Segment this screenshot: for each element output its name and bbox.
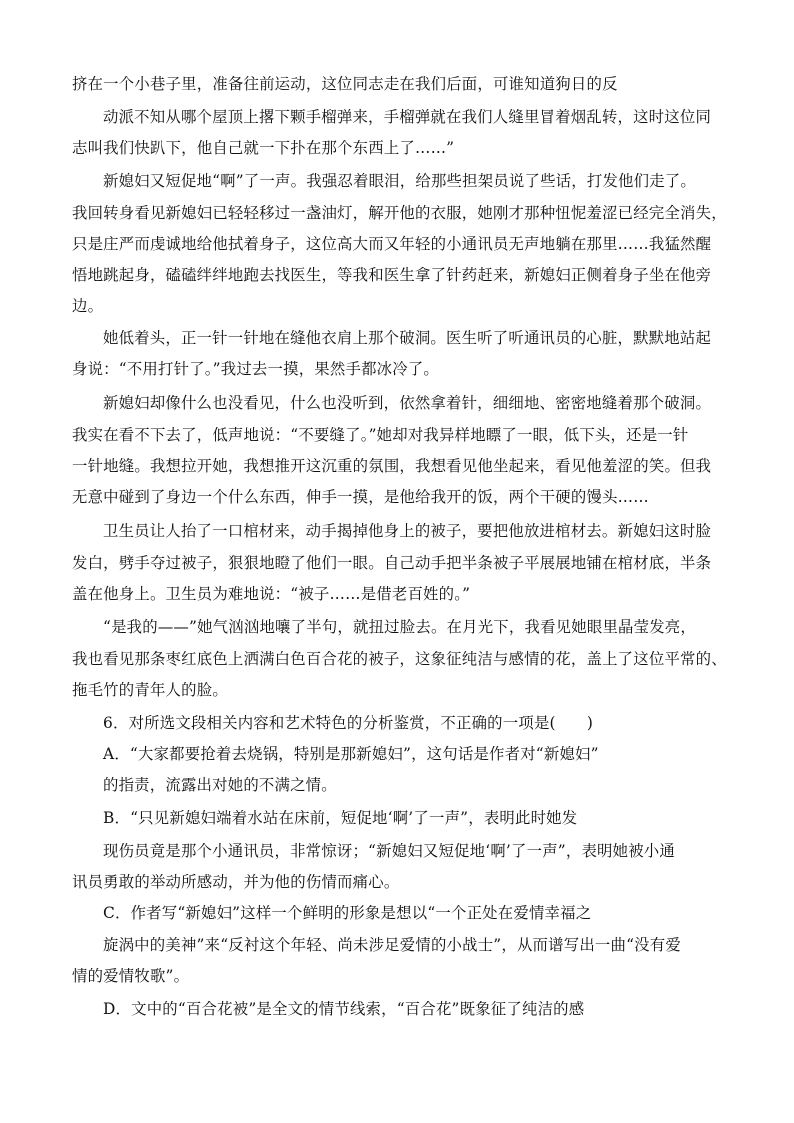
option-b-line-3: 讯员勇敢的举动所感动，并为他的伤情而痛心。 — [72, 873, 400, 891]
question-6-stem: 6．对所选文段相关内容和艺术特色的分析鉴赏，不正确的一项是( ) — [103, 714, 594, 732]
text-line-15: 卫生员让人抬了一口棺材来，动手揭掉他身上的被子，要把他放进棺材去。新媳妇这时脸 — [103, 522, 712, 540]
text-line-17: 盖在他身上。卫生员为难地说：“被子……是借老百姓的。” — [72, 585, 471, 603]
text-line-2: 动派不知从哪个屋顶上撂下颗手榴弹来，手榴弹就在我们人缝里冒着烟乱转，这时这位同 — [103, 108, 712, 126]
text-line-20: 拖毛竹的青年人的脸。 — [72, 681, 228, 699]
option-a-line-2: 的指责，流露出对她的不满之情。 — [103, 776, 337, 794]
text-line-16: 发白，劈手夺过被子，狠狠地瞪了他们一眼。自己动手把半条被子平展展地铺在棺材底，半条 — [72, 554, 712, 572]
text-line-7: 悟地跳起身，磕磕绊绊地跑去找医生，等我和医生拿了针药赶来，新媳妇正侧着身子坐在他旁 — [72, 266, 712, 284]
option-c-line-3: 情的爱情牧歌”。 — [72, 967, 190, 985]
option-b-line-2: 现伤员竟是那个小通讯员，非常惊讶；“新媳妇又短促地‘啊’了一声”，表明她被小通 — [103, 842, 675, 860]
text-line-3: 志叫我们快趴下，他自己就一下扑在那个东西上了……” — [72, 139, 455, 157]
text-line-6: 只是庄严而虔诚地给他拭着身子，这位高大而又年轻的小通讯员无声地躺在那里……我猛然醒 — [72, 235, 712, 253]
text-line-10: 身说：“不用打针了。”我过去一摸，果然手都冰冷了。 — [72, 360, 440, 378]
text-line-11: 新媳妇却像什么也没看见，什么也没听到，依然拿着针，细细地、密密地缝着那个破洞。 — [103, 394, 712, 412]
option-c-line-2: 旋涡中的美神”来“反衬这个年轻、尚未涉足爱情的小战士”，从而谱写出一曲“没有爱 — [103, 936, 681, 954]
text-line-19: 我也看见那条枣红底色上洒满白色百合花的被子，这象征纯洁与感情的花，盖上了这位平常的、 — [72, 650, 727, 668]
text-line-8: 边。 — [72, 297, 104, 315]
option-a-line-1: A．“大家都要抢着去烧锅，特别是那新媳妇”，这句话是作者对“新媳妇” — [103, 745, 599, 763]
text-line-9: 她低着头，正一针一针地在缝他衣肩上那个破洞。医生听了听通讯员的心脏，默默地站起 — [103, 329, 712, 347]
option-c-line-1: C．作者写“新媳妇”这样一个鲜明的形象是想以“一个正处在爱情幸福之 — [103, 904, 592, 922]
text-line-12: 我实在看不下去了，低声地说：“不要缝了。”她却对我异样地瞟了一眼，低下头，还是一针 — [72, 426, 689, 444]
text-line-1: 挤在一个小巷子里，准备往前运动，这位同志走在我们后面，可谁知道狗日的反 — [72, 75, 618, 93]
option-b-line-1: B．“只见新媳妇端着水站在床前，短促地‘啊’了一声”，表明此时她发 — [103, 809, 578, 827]
text-line-14: 无意中碰到了身边一个什么东西，伸手一摸，是他给我开的饭，两个干硬的馒头…… — [72, 488, 649, 506]
text-line-5: 我回转身看见新媳妇已轻轻移过一盏油灯，解开他的衣服，她刚才那种忸怩羞涩已经完全消失， — [72, 204, 727, 222]
text-line-4: 新媳妇又短促地“啊”了一声。我强忍着眼泪，给那些担架员说了些话，打发他们走了。 — [103, 172, 696, 190]
option-d-line-1: D．文中的“百合花被”是全文的情节线索，“百合花”既象征了纯洁的感 — [103, 1000, 585, 1018]
text-line-18: “是我的——”她气汹汹地嚷了半句，就扭过脸去。在月光下，我看见她眼里晶莹发亮， — [103, 618, 696, 636]
text-line-13: 一针地缝。我想拉开她，我想推开这沉重的氛围，我想看见他坐起来，看见他羞涩的笑。但我 — [72, 457, 712, 475]
